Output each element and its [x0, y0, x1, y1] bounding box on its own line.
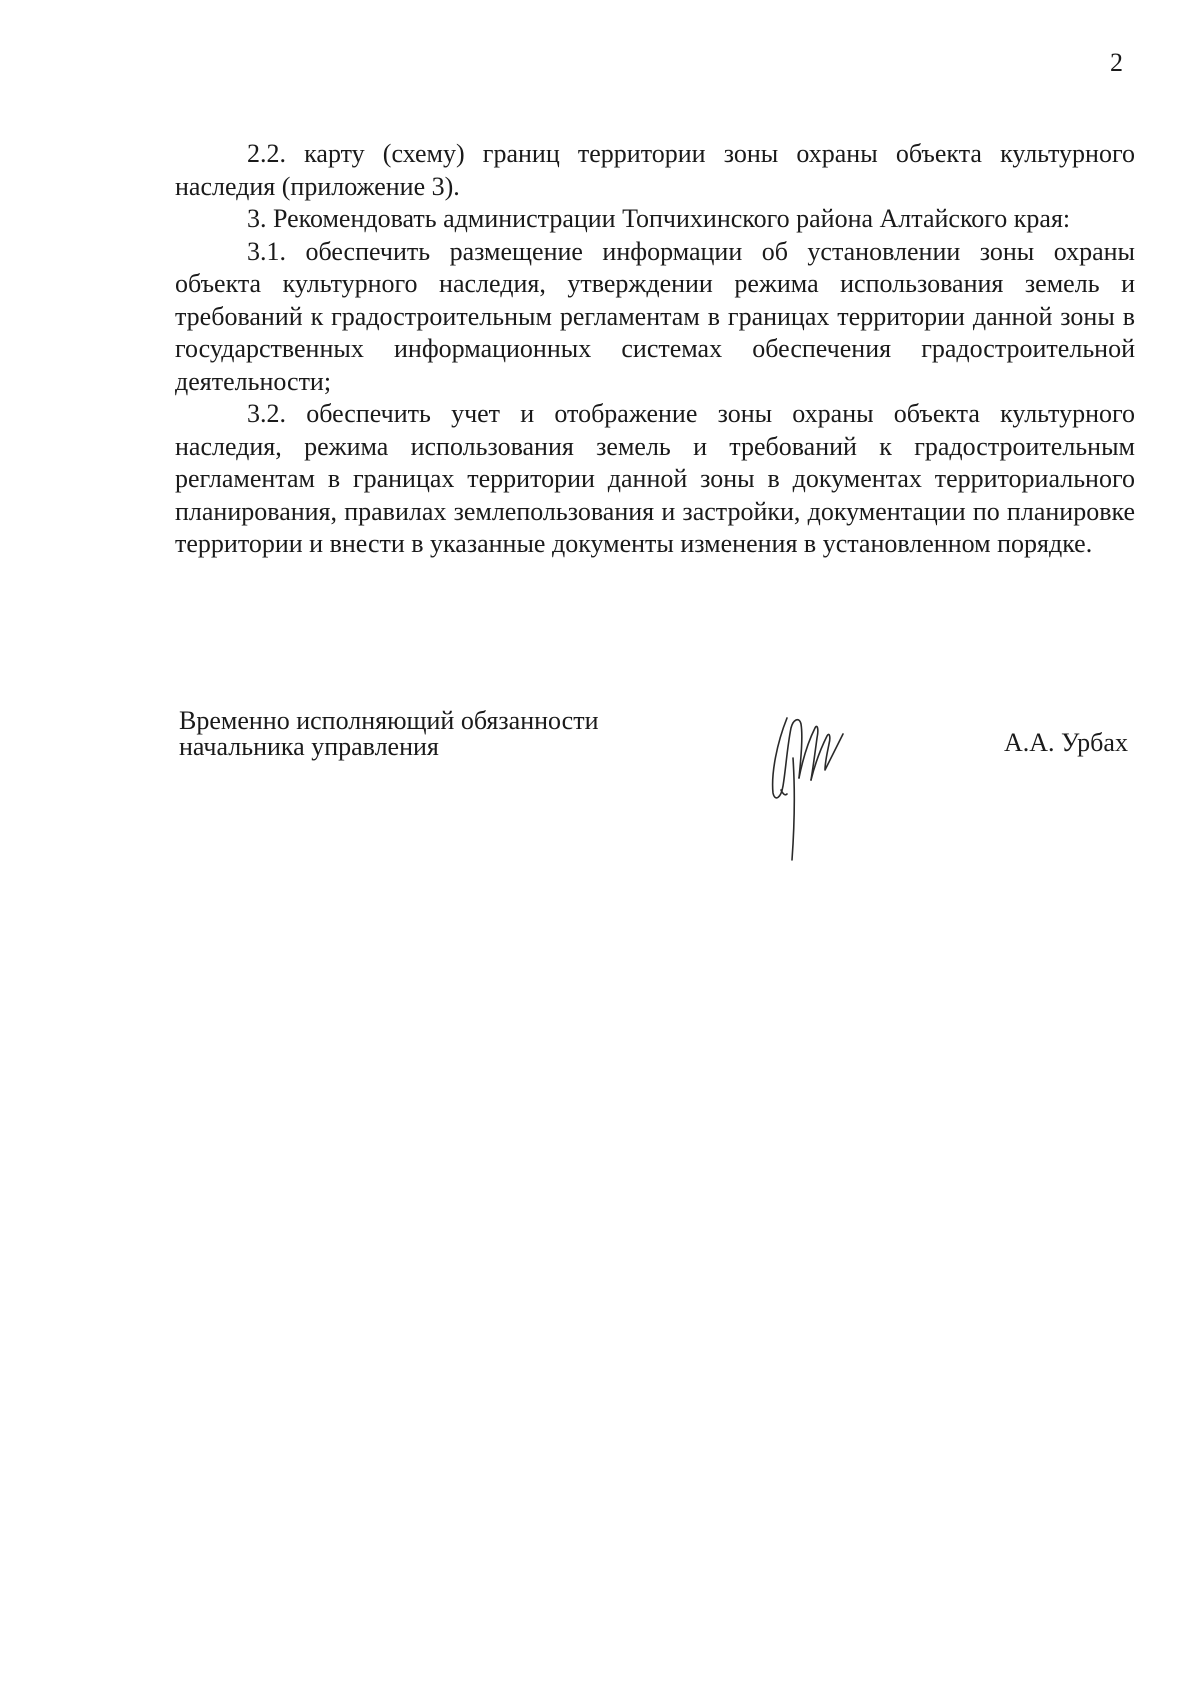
signatory-title-line-2: начальника управления: [179, 732, 439, 761]
paragraph-3-2: 3.2. обеспечить учет и отображение зоны охраны объекта культурного наследия, режима использования земель и требований к градостроительным регламентам в границах территории данной зоны в документах территориального планирования, правилах землепользования и застройки, документации по планировке территории и внести в указанные документы изменения в установленном порядке.: [175, 399, 1135, 558]
signatory-name: А.А. Урбах: [1004, 728, 1128, 757]
paragraph-3: 3. Рекомендовать администрации Топчихинского района Алтайского края:: [247, 204, 1071, 233]
signatory-title: [179, 708, 599, 760]
signatory-title-line-1: Временно исполняющий обязанности: [179, 706, 599, 735]
page-number: 2: [1110, 48, 1123, 77]
paragraph-2-2: 2.2. карту (схему) границ территории зоны охраны объекта культурного наследия (приложение 3).: [175, 139, 1135, 201]
signature-block: [179, 708, 1139, 868]
paragraph-3-1: 3.1. обеспечить размещение информации об установлении зоны охраны объекта культурного наследия, утверждении режима использования земель и требований к градостроительным регламентам в границах территории данной зоны в государственных информационных системах обеспечения градостроительной деятельности;: [175, 236, 1135, 396]
document-body: [175, 138, 1135, 561]
handwritten-signature: [759, 698, 869, 868]
